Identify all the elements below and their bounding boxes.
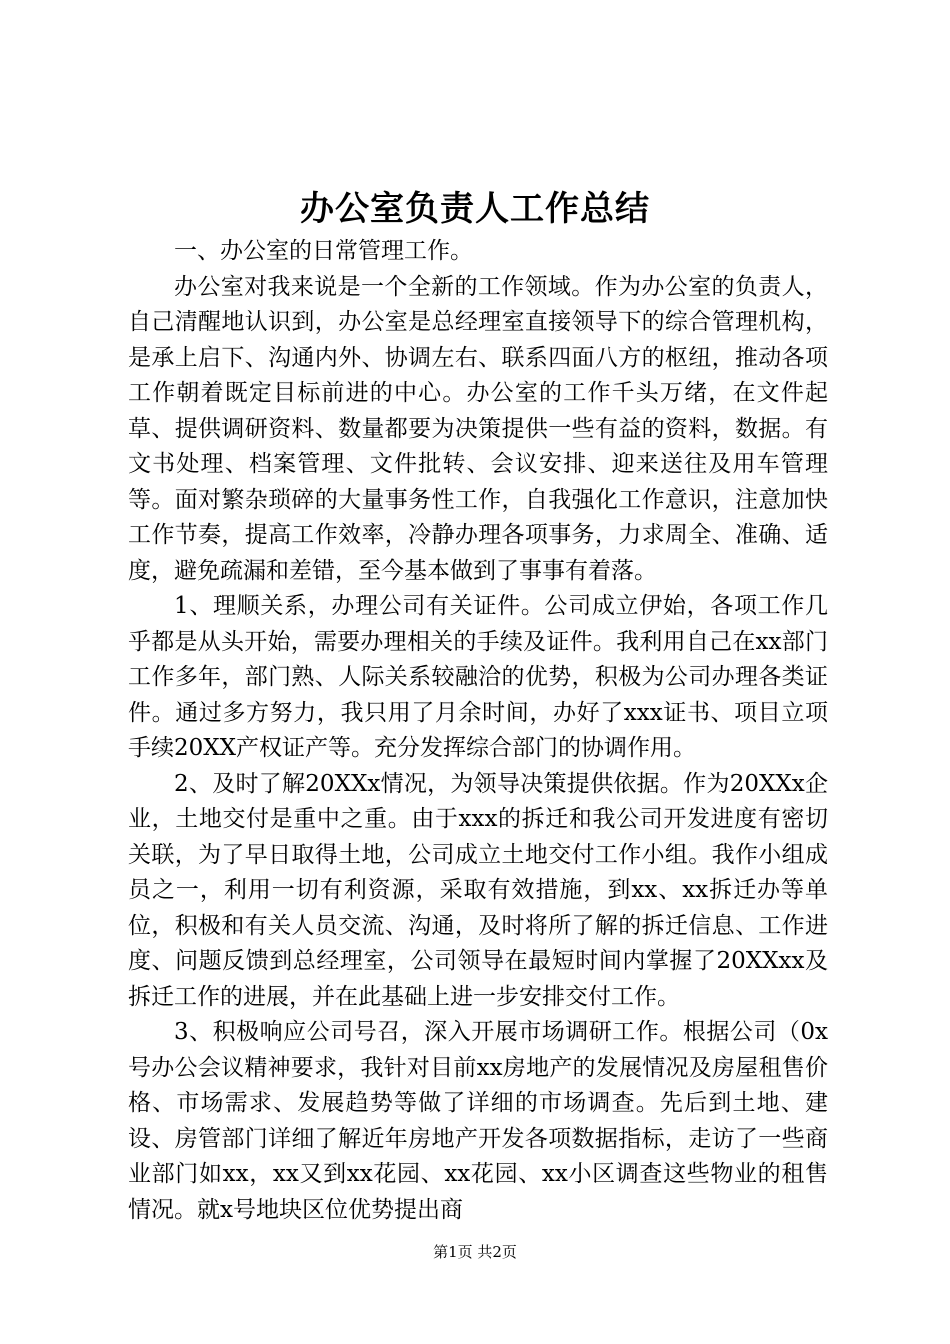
section-heading: 一、办公室的日常管理工作。	[174, 238, 473, 264]
paragraph-item-2: 2、及时了解20XXx情况，为领导决策提供依据。作为20XXx企业，土地交付是重中之重。由于xxx的拆迁和我公司开发进度有密切关联，为了早日取得土地，公司成立土地交付工作小组。我作小组成员之一，利用一切有利资源，采取有效措施，到xx、xx拆迁办等单位，积极和有关人员交流、沟通，及时将所了解的拆迁信息、工作进度、问题反馈到总经理室，公司领导在最短时间内掌握了20XXxx及拆迁工作的进展，并在此基础上进一步安排交付工作。	[128, 770, 828, 1010]
document-title: 办公室负责人工作总结	[300, 189, 650, 229]
paragraph-item-1: 1、理顺关系，办理公司有关证件。公司成立伊始，各项工作几乎都是从头开始，需要办理相关的手续及证件。我利用自己在xx部门工作多年，部门熟、人际关系较融洽的优势，积极为公司办理各类证件。通过多方努力，我只用了月余时间，办好了xxx证书、项目立项手续20XX产权证产等。充分发挥综合部门的协调作用。	[128, 593, 828, 761]
document-body	[128, 234, 828, 1228]
paragraph-intro: 办公室对我来说是一个全新的工作领域。作为办公室的负责人，自己清醒地认识到，办公室是总经理室直接领导下的综合管理机构，是承上启下、沟通内外、协调左右、联系四面八方的枢纽，推动各项工作朝着既定目标前进的中心。办公室的工作千头万绪，在文件起草、提供调研资料、数量都要为决策提供一些有益的资料，数据。有文书处理、档案管理、文件批转、会议安排、迎来送往及用车管理等。面对繁杂琐碎的大量事务性工作，自我强化工作意识，注意加快工作节奏，提高工作效率，冷静办理各项事务，力求周全、准确、适度，避免疏漏和差错，至今基本做到了事事有着落。	[128, 273, 828, 584]
paragraph-item-3: 3、积极响应公司号召，深入开展市场调研工作。根据公司（0x号办公会议精神要求，我针对目前xx房地产的发展情况及房屋租售价格、市场需求、发展趋势等做了详细的市场调查。先后到土地、建设、房管部门详细了解近年房地产开发各项数据指标，走访了一些商业部门如xx，xx又到xx花园、xx花园、xx小区调查这些物业的租售情况。就x号地块区位优势提出商	[128, 1019, 828, 1223]
page-footer: 第1页 共2页	[433, 1243, 517, 1261]
